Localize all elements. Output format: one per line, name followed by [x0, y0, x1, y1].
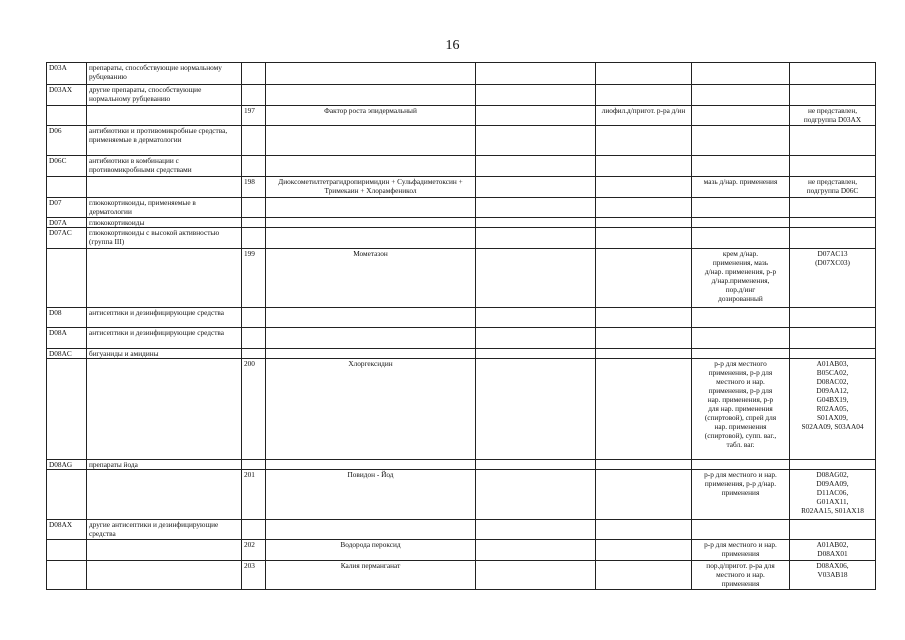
atc-note: D07AC13 (D07XC03) — [790, 249, 876, 308]
group-description: другие препараты, способствующие нормальному рубцеванию — [87, 85, 242, 106]
table-row — [47, 63, 876, 85]
dosage-form: р-р для местного и нар. применения — [692, 540, 790, 561]
item-number: 197 — [242, 106, 266, 126]
atc-note: не представлен, подгруппа D03AX — [790, 106, 876, 126]
atc-code: D08A — [47, 328, 87, 349]
group-description: глюкокортикоиды с высокой активностью (группа III) — [87, 228, 242, 249]
atc-note: D08AX06, V03AB18 — [790, 561, 876, 590]
drug-name: Фактор роста эпидермальный — [266, 106, 476, 126]
atc-code: D08AC — [47, 349, 87, 359]
table-row — [47, 156, 876, 177]
group-description: препараты йода — [87, 460, 242, 470]
item-number: 199 — [242, 249, 266, 308]
dosage-form: крем д/нар. применения, мазь д/нар. применения, р-р д/нар.применения, пор.д/инг дозированный — [692, 249, 790, 308]
group-description: бигуаниды и амидины — [87, 349, 242, 359]
table-row — [47, 540, 876, 561]
table-row — [47, 218, 876, 228]
dosage-form: мазь д/нар. применения — [692, 177, 790, 198]
table-row — [47, 460, 876, 470]
atc-code: D08AG — [47, 460, 87, 470]
atc-code: D08AX — [47, 520, 87, 540]
atc-code: D03A — [47, 63, 87, 85]
table-row — [47, 520, 876, 540]
dosage-form: пор.д/пригот. р-ра для местного и нар. применения — [692, 561, 790, 590]
dosage-form: р-р для местного и нар. применения, р-р д/нар. применения — [692, 470, 790, 520]
table-row — [47, 308, 876, 328]
atc-note: D08AG02, D09AA09, D11AC06, G01AX11, R02AA15, S01AX18 — [790, 470, 876, 520]
drug-name: Калия перманганат — [266, 561, 476, 590]
drug-name: Диоксометилтетрагидропиримидин + Сульфадиметоксин + Тримекаин + Хлорамфеникол — [266, 177, 476, 198]
group-description: глюкокортикоиды, применяемые в дерматологии — [87, 198, 242, 218]
atc-code: D06C — [47, 156, 87, 177]
atc-code: D06 — [47, 126, 87, 156]
table-row — [47, 249, 876, 308]
item-number: 200 — [242, 359, 266, 460]
dosage-form: р-р для местного применения, р-р для местного и нар. применения, р-р для нар. применения, р-р для нар. применения (спиртовой), спрей для нар. применения (спиртовой), супп. ваг., табл. ваг. — [692, 359, 790, 460]
group-description: глюкокортикоиды — [87, 218, 242, 228]
atc-note: A01AB03, B05CA02, D08AC02, D09AA12, G04BX19, R02AA05, S01AX09, S02AA09, S03AA04 — [790, 359, 876, 460]
table-row — [47, 228, 876, 249]
drug-name: Повидон - Йод — [266, 470, 476, 520]
item-number: 202 — [242, 540, 266, 561]
item-number: 201 — [242, 470, 266, 520]
table-row — [47, 470, 876, 520]
atc-code: D07AC — [47, 228, 87, 249]
atc-note: A01AB02, D08AX01 — [790, 540, 876, 561]
group-description: антисептики и дезинфицирующие средства — [87, 328, 242, 349]
table-row — [47, 561, 876, 590]
item-number: 198 — [242, 177, 266, 198]
atc-code: D08 — [47, 308, 87, 328]
table-row — [47, 359, 876, 460]
table-row — [47, 198, 876, 218]
table-row — [47, 126, 876, 156]
dosage-form: лиофил.д/пригот. р-ра д/ин — [596, 106, 692, 126]
group-description: антибиотики и противомикробные средства, применяемые в дерматологии — [87, 126, 242, 156]
page-number: 16 — [445, 38, 460, 53]
table-row — [47, 85, 876, 106]
atc-code: D07A — [47, 218, 87, 228]
group-description: другие антисептики и дезинфицирующие средства — [87, 520, 242, 540]
drug-name: Хлоргексидин — [266, 359, 476, 460]
atc-code: D03AX — [47, 85, 87, 106]
group-description: антибиотики в комбинации с противомикробными средствами — [87, 156, 242, 177]
drug-name: Мометазон — [266, 249, 476, 308]
table-row — [47, 349, 876, 359]
atc-code: D07 — [47, 198, 87, 218]
item-number: 203 — [242, 561, 266, 590]
table-row — [47, 328, 876, 349]
group-description: препараты, способствующие нормальному рубцеванию — [87, 63, 242, 85]
group-description: антисептики и дезинфицирующие средства — [87, 308, 242, 328]
table-row — [47, 177, 876, 198]
atc-note: не представлен, подгруппа D06C — [790, 177, 876, 198]
table-row — [47, 106, 876, 126]
drug-name: Водорода пероксид — [266, 540, 476, 561]
drug-registry-table — [46, 62, 876, 590]
